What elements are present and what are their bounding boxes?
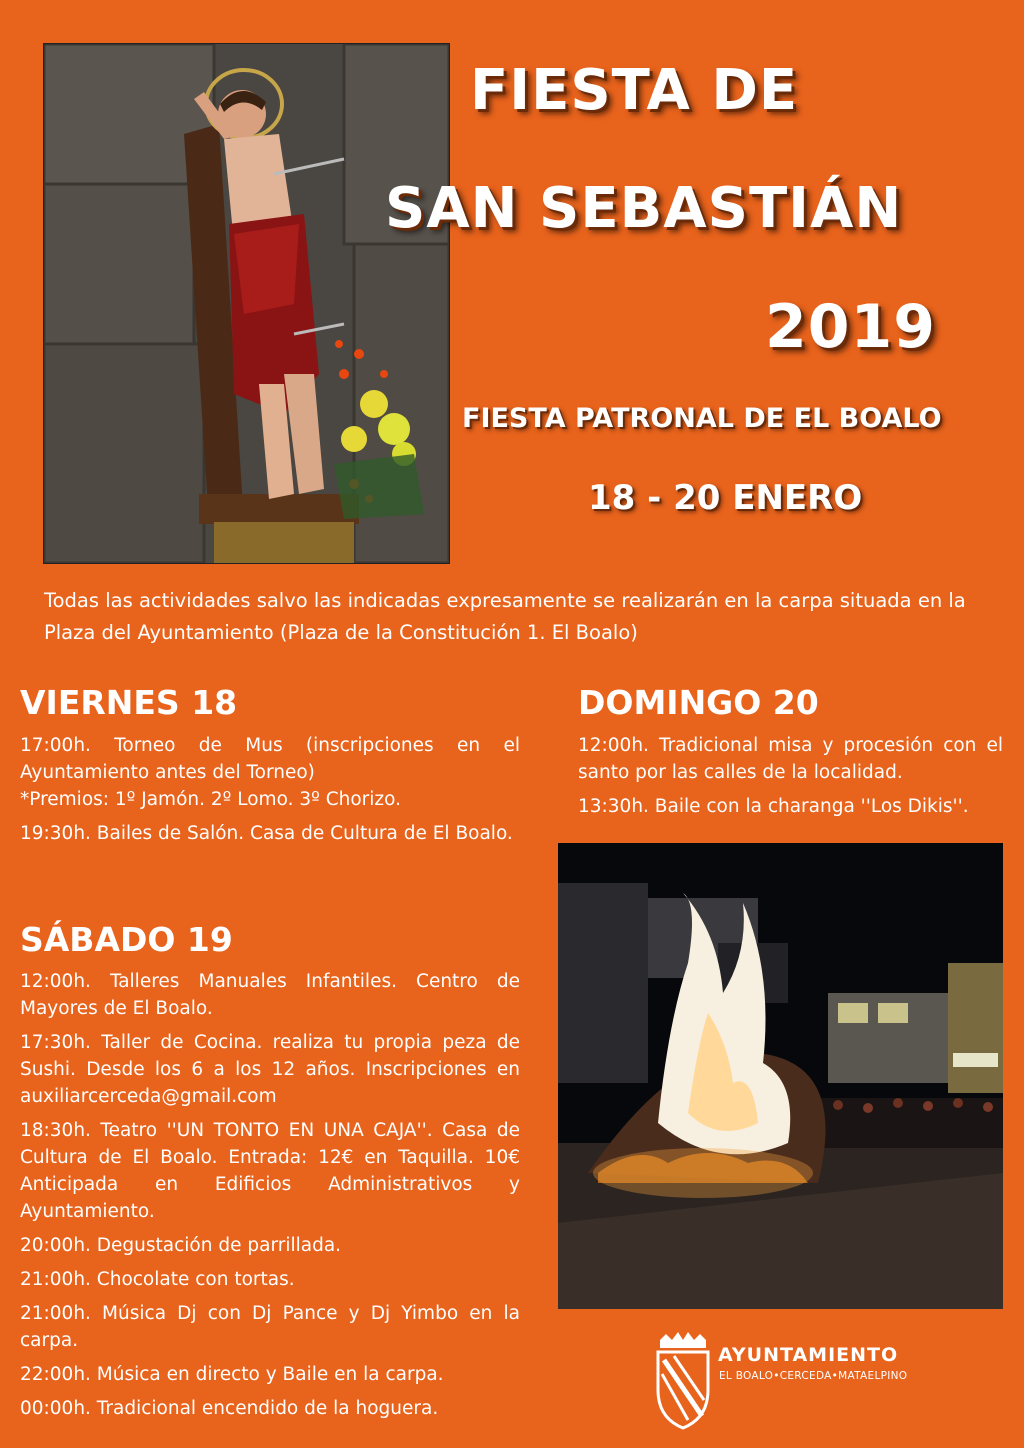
sabado-list [20,968,520,1429]
list-item: 22:00h. Música en directo y Baile en la carpa. [20,1364,444,1385]
list-item: 12:00h. Talleres Manuales Infantiles. Centro de Mayores de El Boalo. [20,971,520,1019]
domingo-heading: DOMINGO 20 [578,683,819,722]
list-item: 12:00h. Tradicional misa y procesión con el santo por las calles de la localidad. [578,735,1003,783]
title-year: 2019 [765,292,936,362]
subtitle: FIESTA PATRONAL DE EL BOALO [462,403,942,434]
title-line-2: SAN SEBASTIÁN [385,176,903,241]
list-item: 17:30h. Taller de Cocina. realiza tu propia peza de Sushi. Desde los 6 a los 12 años. Inscripciones en auxiliarcerceda@gmail.com [20,1032,520,1107]
viernes-list [20,732,520,854]
viernes-heading: VIERNES 18 [20,683,238,722]
list-item: *Premios: 1º Jamón. 2º Lomo. 3º Chorizo. [20,789,401,810]
list-item: 17:00h. Torneo de Mus (inscripciones en el Ayuntamiento antes del Torneo) [20,735,520,783]
bonfire-photo [558,843,1003,1309]
list-item: 21:00h. Música Dj con Dj Pance y Dj Yimbo en la carpa. [20,1303,520,1351]
title-line-1: FIESTA DE [470,58,799,123]
intro-text: Todas las actividades salvo las indicadas expresamente se realizarán en la carpa situada en la Plaza del Ayuntamiento (Plaza de la Constitución 1. El Boalo) [44,589,966,644]
logo-title: AYUNTAMIENTO [718,1344,899,1366]
event-dates: 18 - 20 ENERO [588,478,863,518]
list-item: 18:30h. Teatro ''UN TONTO EN UNA CAJA''. Casa de Cultura de El Boalo. Entrada: 12€ en Taquilla. 10€ Anticipada en Edificios Administrativos y Ayuntamiento. [20,1120,520,1222]
list-item: 13:30h. Baile con la charanga ''Los Dikis''. [578,796,969,817]
sabado-heading: SÁBADO 19 [20,920,233,959]
saint-statue-photo [43,43,450,564]
coat-of-arms-icon [652,1330,714,1430]
list-item: 20:00h. Degustación de parrillada. [20,1235,342,1256]
list-item: 21:00h. Chocolate con tortas. [20,1269,295,1290]
list-item: 19:30h. Bailes de Salón. Casa de Cultura de El Boalo. [20,823,513,844]
logo-subtitle: EL BOALO•CERCEDA•MATAELPINO [719,1370,908,1382]
list-item: 00:00h. Tradicional encendido de la hoguera. [20,1398,439,1419]
domingo-list [578,732,1003,827]
